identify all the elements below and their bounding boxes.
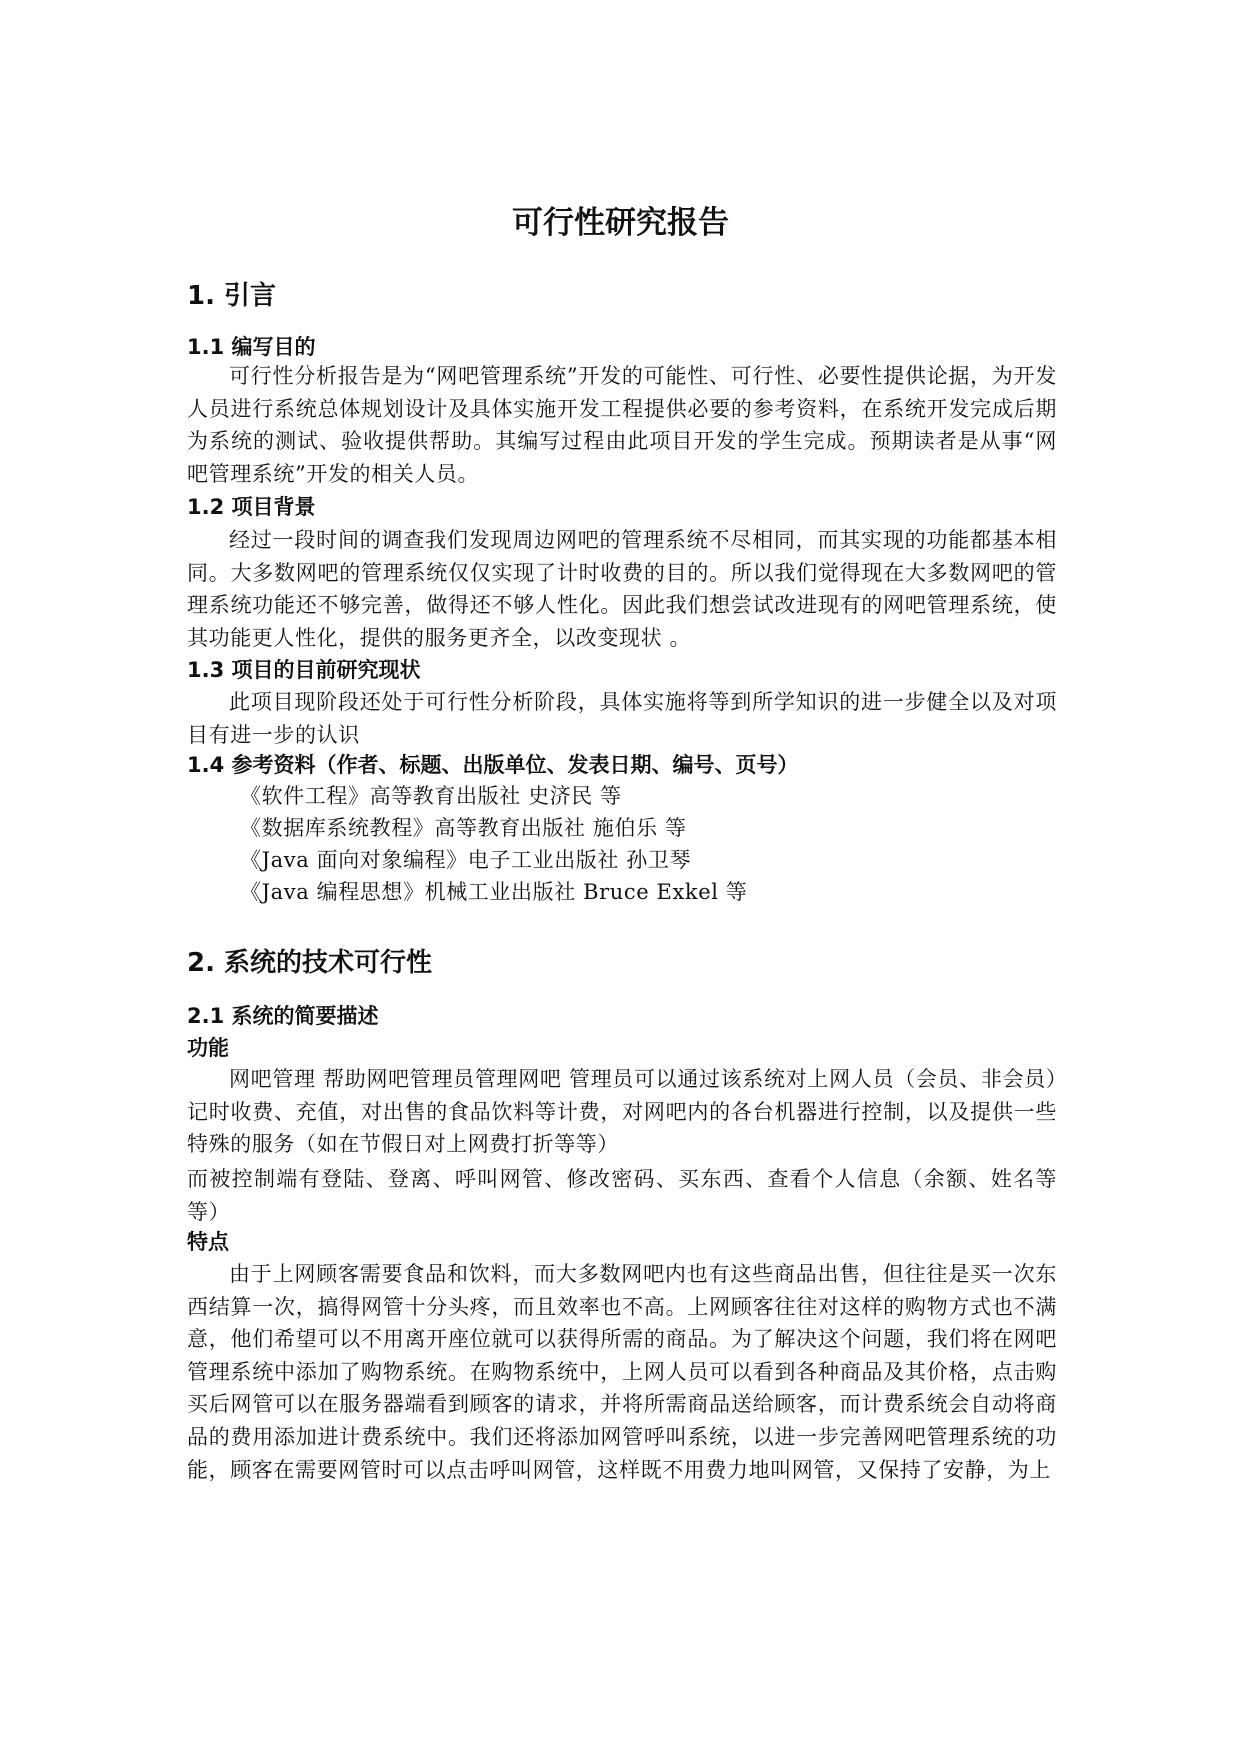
section-1-3-text: 此项目现阶段还处于可行性分析阶段，具体实施将等到所学知识的进一步健全以及对项目有进一步的认识	[187, 690, 1057, 747]
function-text-2: 而被控制端有登陆、登离、呼叫网管、修改密码、买东西、查看个人信息（余额、姓名等等）	[187, 1167, 1057, 1224]
section-2-heading: 2. 系统的技术可行性	[187, 948, 433, 978]
function-label: 功能	[187, 1036, 229, 1060]
section-1-heading: 1. 引言	[187, 281, 277, 311]
section-1-2-heading: 1.2 项目背景	[187, 495, 316, 519]
section-1-1-heading: 1.1 编写目的	[187, 335, 316, 359]
section-1-3-heading: 1.3 项目的目前研究现状	[187, 658, 421, 682]
reference-item: 《数据库系统教程》高等教育出版社 施伯乐 等	[240, 816, 687, 840]
reference-item: 《软件工程》高等教育出版社 史济民 等	[240, 784, 622, 808]
section-1-1-text: 可行性分析报告是为“网吧管理系统”开发的可能性、可行性、必要性提供论据，为开发人员进行系统总体规划设计及具体实施开发工程提供必要的参考资料，在系统开发完成后期为系统的测试、验收提供帮助。其编写过程由此项目开发的学生完成。预期读者是从事“网吧管理系统”开发的相关人员。	[187, 364, 1057, 486]
section-2-1-heading: 2.1 系统的简要描述	[187, 1004, 379, 1028]
feature-label: 特点	[187, 1230, 229, 1254]
reference-item: 《Java 编程思想》机械工业出版社 Bruce Exkel 等	[240, 880, 748, 904]
feature-text: 由于上网顾客需要食品和饮料，而大多数网吧内也有这些商品出售，但往往是买一次东西结算一次，搞得网管十分头疼，而且效率也不高。上网顾客往往对这样的购物方式也不满意，他们希望可以不用离开座位就可以获得所需的商品。为了解决这个问题，我们将在网吧管理系统中添加了购物系统。在购物系统中，上网人员可以看到各种商品及其价格，点击购买后网管可以在服务器端看到顾客的请求，并将所需商品送给顾客，而计费系统会自动将商品的费用添加进计费系统中。我们还将添加网管呼叫系统，以进一步完善网吧管理系统的功能，顾客在需要网管时可以点击呼叫网管，这样既不用费力地叫网管，又保持了安静，为上	[187, 1262, 1057, 1482]
document-title: 可行性研究报告	[512, 205, 729, 241]
reference-item: 《Java 面向对象编程》电子工业出版社 孙卫琴	[240, 848, 692, 872]
function-text: 网吧管理 帮助网吧管理员管理网吧 管理员可以通过该系统对上网人员（会员、非会员）记时收费、充值，对出售的食品饮料等计费，对网吧内的各台机器进行控制，以及提供一些特殊的服务（如在节假日对上网费打折等等）	[187, 1067, 1057, 1157]
section-1-4-heading: 1.4 参考资料（作者、标题、出版单位、发表日期、编号、页号）	[187, 753, 799, 777]
section-1-2-text: 经过一段时间的调查我们发现周边网吧的管理系统不尽相同，而其实现的功能都基本相同。大多数网吧的管理系统仅仅实现了计时收费的目的。所以我们觉得现在大多数网吧的管理系统功能还不够完善，做得还不够人性化。因此我们想尝试改进现有的网吧管理系统，使其功能更人性化，提供的服务更齐全，以改变现状 。	[187, 528, 1057, 650]
